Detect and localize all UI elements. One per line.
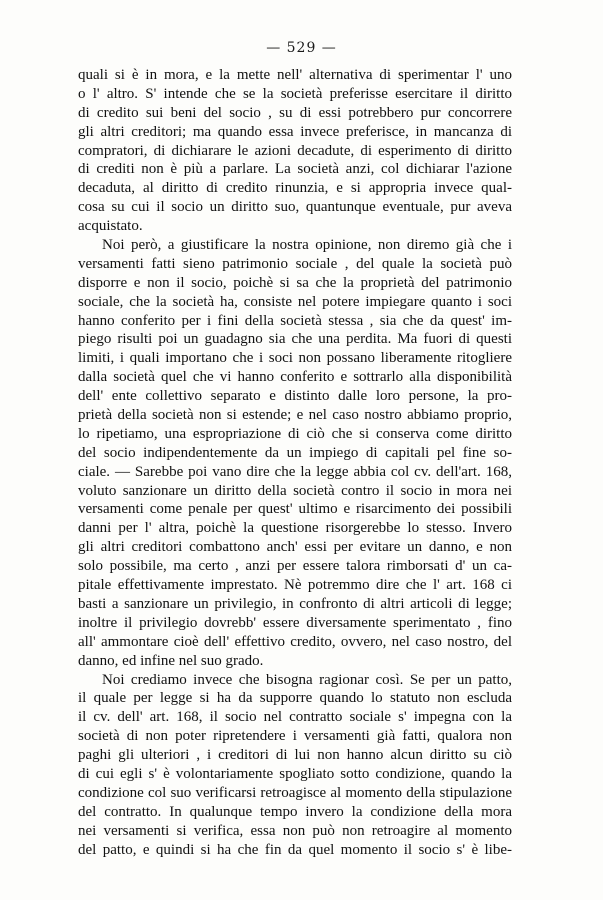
text-line: nei versamenti si verifica, essa non può non retroagire al momento bbox=[78, 822, 512, 839]
text-line: danno, ed infine nel suo grado. bbox=[78, 652, 264, 669]
text-line: dalla società quel che vi hanno conferito e sottrarlo alla disponibilità bbox=[78, 369, 512, 386]
text-line: dell' ente collettivo separato e distinto dalle loro persone, la pro- bbox=[78, 388, 512, 405]
body-text bbox=[78, 66, 512, 859]
text-line: decaduta, al diritto di credito rinunzia, e si appropria invece qual- bbox=[78, 180, 512, 197]
text-line: o l' altro. S' intende che se la società preferisse esercitare il diritto bbox=[78, 85, 512, 102]
text-line: Noi crediamo invece che bisogna ragionar così. Se per un patto, bbox=[102, 671, 512, 688]
text-line: del contratto. In qualunque tempo invero la condizione della mora bbox=[78, 803, 512, 820]
text-line: il cv. dell' art. 168, il socio nel contratto sociale s' impegna con la bbox=[78, 709, 512, 726]
text-line: limiti, i quali importano che i soci non possano liberamente ritogliere bbox=[78, 350, 512, 367]
text-line: solo possibile, ma certo , anzi per essere talora rimborsati d' un ca- bbox=[78, 558, 512, 575]
text-line: basti a sanzionare un privilegio, in confronto di altri articoli di legge; bbox=[78, 595, 512, 612]
text-line: versamenti fatti sieno patrimonio sociale , del quale la società può bbox=[78, 255, 512, 272]
text-line: prietà della società non si estende; e nel caso nostro abbiamo proprio, bbox=[78, 407, 512, 424]
text-line: compratori, di dichiarare le azioni decadute, di esperimento di diritto bbox=[78, 142, 512, 159]
text-line: del socio indipendentemente da un impiego di capitali pel fine so- bbox=[78, 444, 512, 461]
text-line: di cui egli s' è volontariamente spogliato sotto condizione, quando la bbox=[78, 765, 512, 782]
text-line: versamenti come penale per quest' ultimo e risarcimento dei possibili bbox=[78, 501, 512, 518]
text-line: paghi gli ulteriori , i creditori di lui non hanno alcun diritto su ciò bbox=[78, 747, 512, 764]
text-line: ciale. — Sarebbe poi vano dire che la legge abbia col cv. dell'art. 168, bbox=[78, 463, 512, 480]
text-line: inoltre il privilegio dovrebb' essere diversamente sperimentato , fino bbox=[78, 614, 512, 631]
text-line: acquistato. bbox=[78, 218, 143, 235]
text-line: di crediti non è più a parlare. La società anzi, col dichiarar l'azione bbox=[78, 161, 512, 178]
text-line: gli altri creditori combattono anch' essi per evitare un danno, e non bbox=[78, 539, 512, 556]
text-line: quali si è in mora, e la mette nell' alternativa di sperimentar l' uno bbox=[78, 67, 512, 83]
text-line: hanno conferito per i fini della società stessa , sia che da quest' im- bbox=[78, 312, 512, 329]
text-line: lo ripetiamo, una espropriazione di ciò che si conserva come diritto bbox=[78, 425, 512, 442]
text-line: sociale, che la società ha, consiste nel potere impiegare quanto i soci bbox=[78, 293, 512, 310]
text-line: piego risulti poi un guadagno sia che una perdita. Ma fuori di questi bbox=[78, 331, 512, 348]
text-line: società di non poter ripretendere i versamenti già fatti, qualora non bbox=[78, 728, 512, 745]
text-line: il quale per legge si ha da supporre quando lo statuto non escluda bbox=[78, 690, 512, 707]
page-number: — 529 — bbox=[266, 40, 337, 56]
text-line: Noi però, a giustificare la nostra opinione, non diremo già che i bbox=[102, 237, 512, 254]
text-line: di credito sui beni del socio , su di essi potrebbero pur concorrere bbox=[78, 104, 512, 121]
text-line: gli altri creditori; ma quando essa invece preferisce, in mancanza di bbox=[78, 123, 512, 140]
text-line: del patto, e quindi si ha che fin da quel momento il socio s' è libe- bbox=[78, 841, 512, 858]
text-line: condizione col suo verificarsi retroagisce al momento della stipulazione bbox=[78, 784, 512, 801]
text-line: voluto sanzionare un diritto della società contro il socio in mora nei bbox=[78, 482, 512, 499]
text-line: disporre e non il socio, poichè si sa che la proprietà del patrimonio bbox=[78, 274, 512, 291]
text-line: danni per l' altra, poichè la questione risorgerebbe lo stesso. Invero bbox=[78, 520, 512, 537]
text-line: pitale effettivamente imprestato. Nè potremmo dire che l' art. 168 ci bbox=[78, 577, 512, 594]
text-line: cosa su cui il socio un diritto suo, quantunque eventuale, pur aveva bbox=[78, 199, 512, 216]
text-line: all' ammontare cioè dell' effettivo credito, ovvero, nel caso nostro, del bbox=[78, 633, 512, 650]
